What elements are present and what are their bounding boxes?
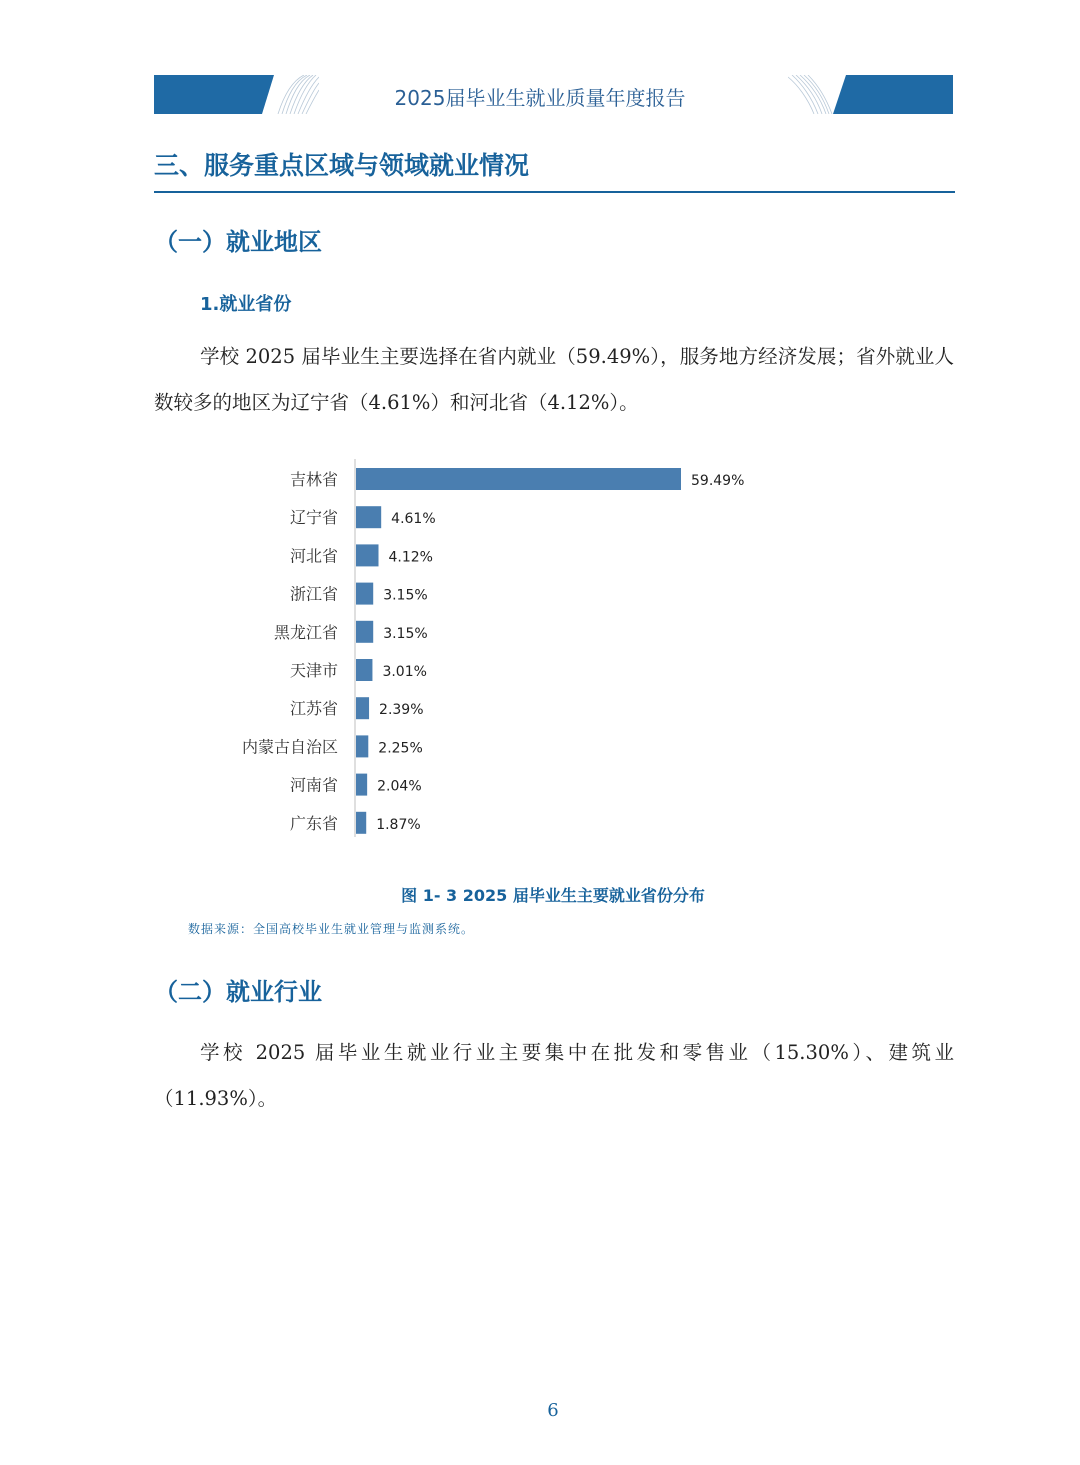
category-label: 天津市 [289,661,338,680]
bar [356,659,372,681]
category-label: 辽宁省 [289,508,338,528]
bar [356,812,366,834]
header-title: 2025届毕业生就业质量年度报告 [394,86,686,110]
page-header [0,0,1080,120]
data-label: 4.61% [391,511,436,528]
bar [356,544,379,566]
bar [356,697,369,719]
subsection-title-region: （一）就业地区 [154,228,322,256]
header-band-right [788,75,953,114]
bar [356,468,681,490]
data-label: 2.39% [379,702,424,719]
bar [356,506,381,528]
category-label: 黑龙江省 [273,622,338,642]
category-label: 浙江省 [289,584,338,604]
category-label: 广东省 [289,813,338,833]
data-label: 3.01% [382,664,427,680]
figure-caption: 图 1- 3 2025 届毕业生主要就业省份分布 [401,886,705,905]
category-label: 内蒙古自治区 [241,737,338,757]
section-divider [154,191,955,193]
data-label: 2.25% [378,740,423,757]
bar [356,621,373,643]
subsubsection-title-province: 1.就业省份 [200,294,292,315]
category-label: 江苏省 [289,699,338,719]
category-label: 河南省 [289,775,338,795]
page-number: 6 [547,1400,559,1421]
section-title: 三、服务重点区域与领域就业情况 [154,151,530,180]
province-bar-chart [0,455,1080,845]
data-label: 2.04% [377,778,422,795]
data-label: 4.12% [388,549,433,566]
bar [356,735,368,757]
data-label: 59.49% [691,473,745,489]
category-label: 河北省 [289,546,338,566]
bar [356,774,367,796]
paragraph-industry: 学校 2025 届毕业生就业行业主要集中在批发和零售业（15.30%）、建筑业（11.93%）。 [154,1041,954,1110]
data-label: 3.15% [383,587,428,604]
bar [356,583,373,605]
subsection-title-industry: （二）就业行业 [154,978,322,1006]
data-label: 1.87% [376,816,421,833]
paragraph-province: 学校 2025 届毕业生主要选择在省内就业（59.49%），服务地方经济发展；省外就业人数较多的地区为辽宁省（4.61%）和河北省（4.12%）。 [154,345,954,414]
data-source-note: 数据来源：全国高校毕业生就业管理与监测系统。 [188,922,475,936]
data-label: 3.15% [383,625,428,642]
category-label: 吉林省 [289,470,338,489]
